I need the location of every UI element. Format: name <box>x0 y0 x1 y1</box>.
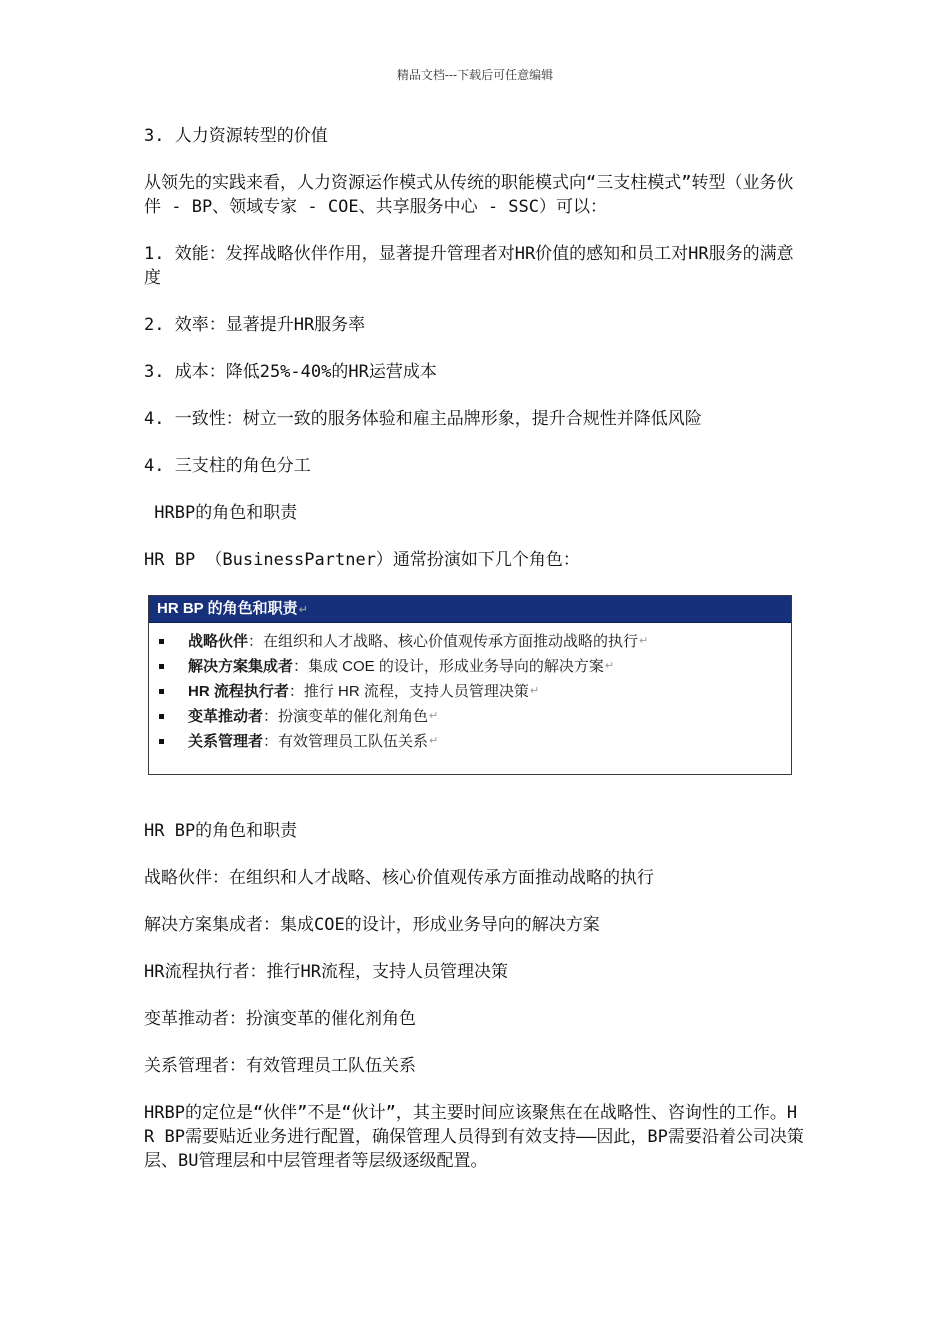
figure-role-item <box>159 654 791 679</box>
document-body <box>144 124 806 1196</box>
role-process-executor: HR流程执行者：推行HR流程，支持人员管理决策 <box>144 962 508 982</box>
role-change-agent: 变革推动者：扮演变革的催化剂角色 <box>144 1009 416 1029</box>
role-solution-integrator: 解决方案集成者：集成COE的设计，形成业务导向的解决方案 <box>144 915 600 935</box>
role-desc: ：扮演变革的催化剂角色 <box>263 708 429 725</box>
return-mark-icon: ↵ <box>429 735 439 747</box>
square-bullet-icon <box>159 714 164 719</box>
role-term: 战略伙伴 <box>188 633 249 650</box>
role-term: 关系管理者 <box>188 733 264 750</box>
subheading-hrbp: HRBP的角色和职责 <box>144 503 298 523</box>
figure-title-text: HR BP 的角色和职责 <box>157 600 298 617</box>
section-heading-value: 3. 人力资源转型的价值 <box>144 126 328 146</box>
figure-role-item <box>159 679 791 704</box>
square-bullet-icon <box>159 664 164 669</box>
role-relationship-manager: 关系管理者：有效管理员工队伍关系 <box>144 1056 416 1076</box>
page-header: 精品文档---下载后可任意编辑 <box>396 68 554 82</box>
paragraph-hrbp-positioning: HRBP的定位是“伙伴”不是“伙计”，其主要时间应该聚焦在在战略性、咨询性的工作。HR BP需要贴近业务进行配置，确保管理人员得到有效支持——因此，BP需要沿着公司决策层、BU管理层和中层管理者等层级逐级配置。 <box>144 1103 804 1171</box>
figure-title <box>149 596 791 623</box>
role-term: HR 流程执行者 <box>188 683 289 700</box>
square-bullet-icon <box>159 689 164 694</box>
list-item-consistency: 4. 一致性：树立一致的服务体验和雇主品牌形象，提升合规性并降低风险 <box>144 409 702 429</box>
return-mark-icon: ↵ <box>429 710 439 722</box>
return-mark-icon: ↵ <box>298 604 308 616</box>
paragraph-intro: 从领先的实践来看，人力资源运作模式从传统的职能模式向“三支柱模式”转型（业务伙伴 - BP、领域专家 - COE、共享服务中心 - SSC）可以： <box>144 173 794 217</box>
paragraph-hrbp-intro: HR BP （BusinessPartner）通常扮演如下几个角色： <box>144 550 580 570</box>
return-mark-icon: ↵ <box>604 660 615 672</box>
role-desc: ：集成 COE 的设计，形成业务导向的解决方案 <box>293 658 604 675</box>
role-term: 变革推动者 <box>188 708 264 725</box>
role-desc: ：推行 HR 流程，支持人员管理决策 <box>288 683 529 700</box>
role-desc: ：在组织和人才战略、核心价值观传承方面推动战略的执行 <box>248 633 639 650</box>
subheading-hrbp-roles: HR BP的角色和职责 <box>144 821 298 841</box>
hrbp-roles-figure <box>148 595 792 775</box>
figure-role-item <box>159 729 791 754</box>
square-bullet-icon <box>159 639 164 644</box>
list-item-efficacy: 1. 效能：发挥战略伙伴作用，显著提升管理者对HR价值的感知和员工对HR服务的满意度 <box>144 244 794 288</box>
figure-role-item <box>159 704 791 729</box>
role-strategic-partner: 战略伙伴：在组织和人才战略、核心价值观传承方面推动战略的执行 <box>144 868 654 888</box>
list-item-efficiency: 2. 效率：显著提升HR服务率 <box>144 315 366 335</box>
figure-role-item <box>159 629 791 654</box>
role-desc: ：有效管理员工队伍关系 <box>263 733 429 750</box>
return-mark-icon: ↵ <box>639 635 649 647</box>
list-item-cost: 3. 成本：降低25%-40%的HR运营成本 <box>144 362 437 382</box>
return-mark-icon: ↵ <box>529 685 540 697</box>
section-heading-roles: 4. 三支柱的角色分工 <box>144 456 311 476</box>
figure-role-list <box>149 629 791 754</box>
square-bullet-icon <box>159 739 164 744</box>
role-term: 解决方案集成者 <box>188 658 294 675</box>
